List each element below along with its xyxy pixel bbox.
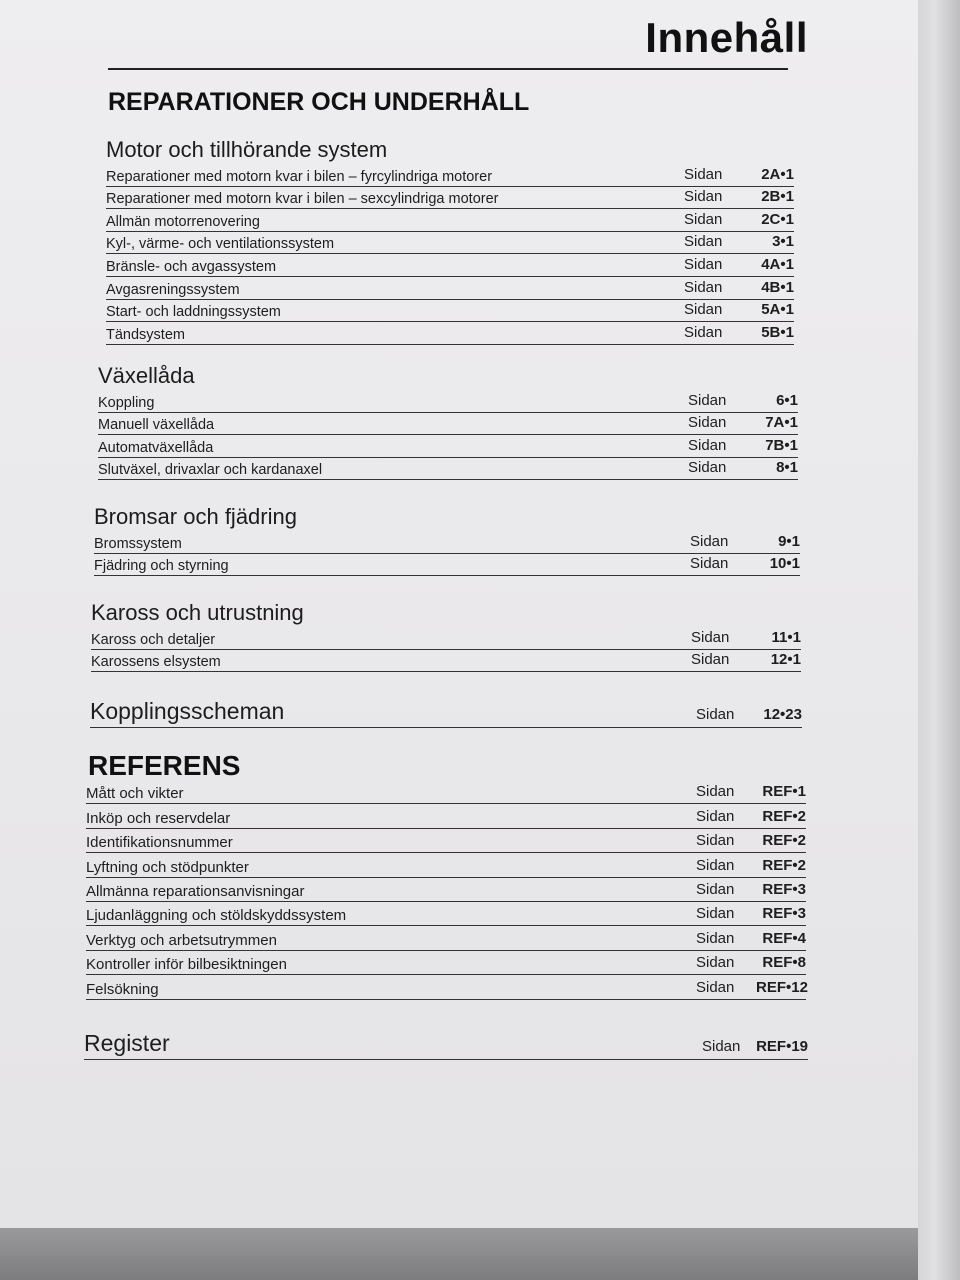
toc-sidan: Sidan [696,978,735,996]
toc-row[interactable] [91,627,801,650]
toc-page: REF•8 [762,954,806,972]
toc-label: Verktyg och arbetsutrymmen [86,931,277,949]
page-edge [918,0,960,1280]
section-title: Växellåda [98,363,195,388]
toc-label: Reparationer med motorn kvar i bilen – sexcylindriga motorer [106,191,499,208]
toc-page: REF•12 [756,978,808,996]
section-body [91,599,801,672]
toc-row[interactable] [106,164,794,187]
toc-sidan: Sidan [684,301,723,319]
toc-label: Tändsystem [106,326,185,343]
toc-row[interactable] [106,300,794,323]
toc-row[interactable] [106,254,794,277]
toc-row[interactable] [86,975,806,999]
section-reference [86,780,806,1000]
toc-page: REF•2 [762,856,806,874]
toc-label: Kontroller inför bilbesiktningen [86,956,287,974]
toc-row[interactable] [106,209,794,232]
toc-row[interactable] [86,926,806,950]
toc-sidan: Sidan [684,323,723,341]
toc-page: REF•2 [762,832,806,850]
toc-page: REF•3 [762,880,806,898]
toc-sidan: Sidan [688,391,727,409]
section-title: Motor och tillhörande system [106,137,388,162]
toc-label: Ljudanläggning och stöldskyddssystem [86,907,347,925]
toc-row[interactable] [106,277,794,300]
toc-row[interactable] [86,951,806,975]
toc-label: Slutväxel, drivaxlar och kardanaxel [98,462,323,479]
toc-page: 5B•1 [761,323,794,341]
toc-row[interactable] [94,554,800,577]
toc-row[interactable] [98,390,798,413]
toc-page: REF•1 [762,783,806,801]
toc-row[interactable] [98,458,798,481]
toc-sidan: Sidan [690,555,729,573]
section-motor [106,136,794,345]
toc-page: REF•3 [762,905,806,923]
toc-label: Kopplingsscheman [90,698,285,724]
toc-sidan: Sidan [696,807,735,825]
toc-sidan: Sidan [688,436,727,454]
reference-heading: REFERENS [88,750,241,781]
toc-row[interactable] [86,829,806,853]
toc-label: Lyftning och stödpunkter [86,858,249,876]
toc-page: 11•1 [771,628,801,646]
toc-sidan: Sidan [696,954,735,972]
toc-page: 2C•1 [761,210,794,228]
toc-sidan: Sidan [684,278,723,296]
toc-label: Mått och vikter [86,785,184,803]
toc-row[interactable] [106,187,794,210]
repair-heading: REPARATIONER OCH UNDERHÅLL [108,88,530,116]
toc-label: Manuell växellåda [98,417,215,434]
toc-label: Kaross och detaljer [91,631,216,648]
toc-label: Kyl-, värme- och ventilationssystem [106,236,335,253]
toc-sidan: Sidan [702,1038,741,1055]
toc-page: 5A•1 [761,301,794,319]
toc-row[interactable] [91,650,801,673]
toc-label: Register [84,1030,170,1056]
toc-row[interactable] [86,902,806,926]
toc-page: 8•1 [776,459,798,477]
toc-sidan: Sidan [684,188,723,206]
toc-sidan: Sidan [691,651,730,669]
toc-label: Start- och laddningssystem [106,304,281,321]
toc-label: Felsökning [86,980,159,998]
toc-page: 9•1 [778,532,800,550]
toc-label: Karossens elsystem [91,654,221,671]
toc-sidan: Sidan [688,414,727,432]
toc-label: Avgasreningssystem [106,281,240,298]
page-title: Innehåll [645,14,808,61]
toc-sidan: Sidan [684,255,723,273]
toc-label: Bromssystem [94,535,182,552]
toc-sidan: Sidan [696,832,735,850]
toc-row[interactable] [98,413,798,436]
toc-page: 12•23 [763,706,802,723]
toc-page: REF•2 [762,807,806,825]
toc-page: REF•19 [756,1038,808,1055]
toc-sidan: Sidan [696,880,735,898]
toc-sidan: Sidan [684,233,723,251]
toc-label: Bränsle- och avgassystem [106,258,277,275]
section-gearbox [98,362,798,480]
toc-page: 6•1 [776,391,798,409]
toc-row-wiring[interactable] [90,698,802,728]
toc-label: Identifikationsnummer [86,834,233,852]
toc-page: 3•1 [772,233,794,251]
toc-page: 12•1 [770,651,801,669]
toc-page: 2B•1 [761,188,794,206]
toc-sidan: Sidan [696,783,735,801]
toc-page: 10•1 [769,555,800,573]
toc-row[interactable] [98,435,798,458]
toc-sidan: Sidan [691,628,730,646]
section-brakes [94,503,800,576]
toc-sidan: Sidan [696,706,735,723]
toc-sidan: Sidan [696,929,735,947]
toc-label: Inköp och reservdelar [86,809,231,827]
header-rule [108,68,788,70]
toc-sidan: Sidan [696,856,735,874]
toc-row[interactable] [86,780,806,804]
toc-row[interactable] [106,232,794,255]
section-title: Kaross och utrustning [91,600,304,625]
toc-label: Allmänna reparationsanvisningar [86,882,305,900]
toc-sidan: Sidan [688,459,727,477]
toc-row[interactable] [106,322,794,345]
toc-row[interactable] [86,804,806,828]
toc-label: Reparationer med motorn kvar i bilen – fyrcylindriga motorer [106,168,493,185]
toc-page: 7A•1 [765,414,798,432]
toc-page: 7B•1 [765,436,798,454]
toc-row[interactable] [86,878,806,902]
toc-label: Fjädring och styrning [94,558,229,575]
toc-row[interactable] [86,853,806,877]
toc-sidan: Sidan [696,905,735,923]
section-title: Bromsar och fjädring [94,504,297,529]
toc-page: 2A•1 [761,165,794,183]
toc-sidan: Sidan [684,165,723,183]
toc-label: Koppling [98,394,155,411]
toc-row[interactable] [94,531,800,554]
toc-page: 4B•1 [761,278,794,296]
toc-row-register[interactable] [84,1030,808,1060]
toc-sidan: Sidan [684,210,723,228]
toc-label: Automatväxellåda [98,439,214,456]
toc-sidan: Sidan [690,532,729,550]
page-bottom-shadow [0,1228,918,1280]
toc-page: REF•4 [762,929,806,947]
toc-page: 4A•1 [761,255,794,273]
toc-label: Allmän motorrenovering [106,213,260,230]
